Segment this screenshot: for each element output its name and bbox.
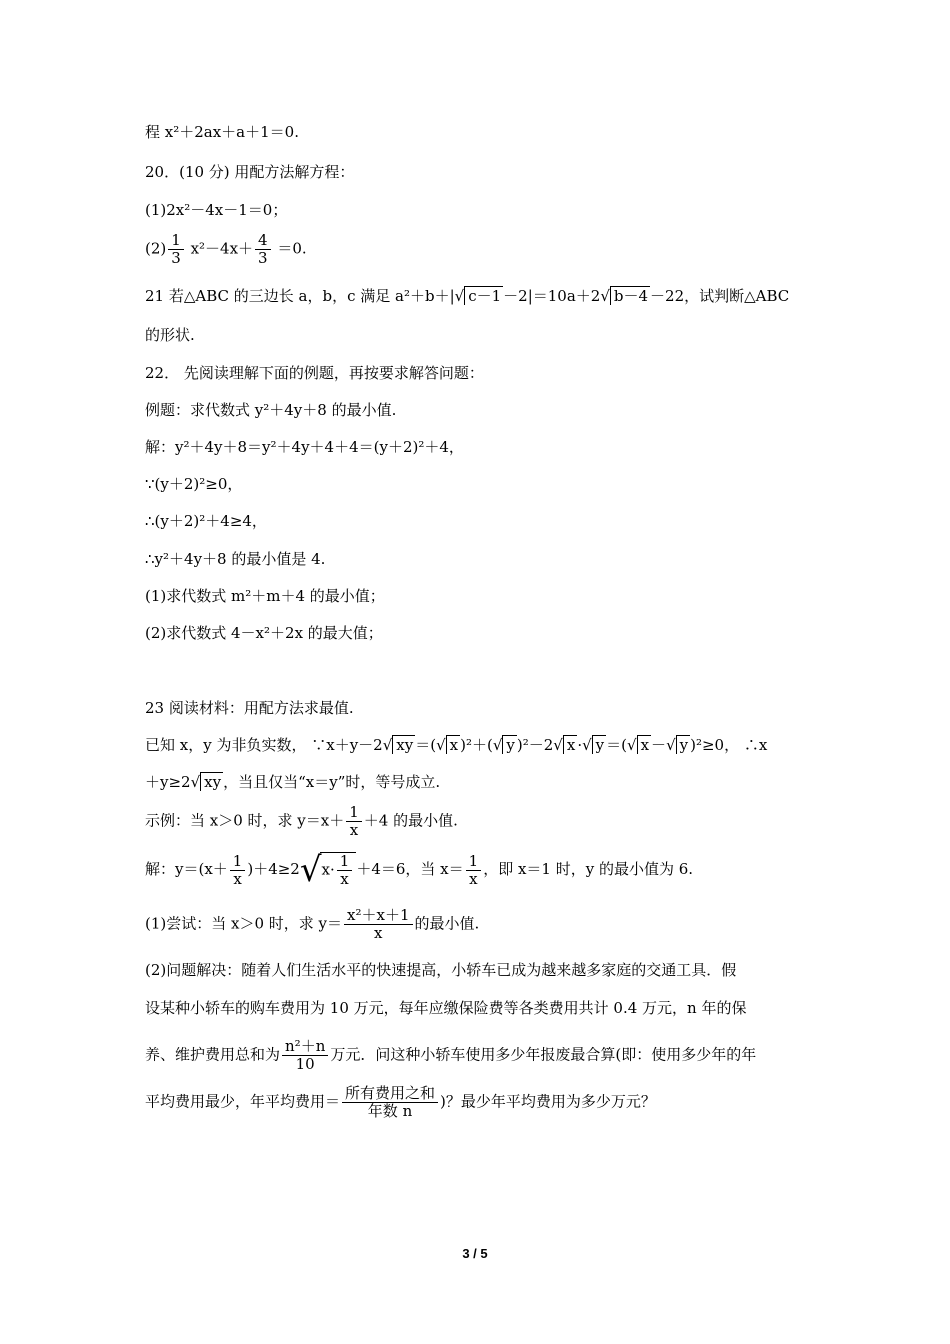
- question-23-part-2: (2)问题解决：随着人们生活水平的快速提高，小轿车已成为越来越多家庭的交通工具．假: [145, 961, 737, 979]
- question-20-heading: 20．(10 分) 用配方法解方程：: [145, 163, 355, 181]
- question-22-part-1: (1)求代数式 m²＋m＋4 的最小值；: [145, 587, 385, 605]
- question-23-example-solution: 解：y＝(x＋ $\frac{1}{x}$ )＋4≥2√x· $\frac{1}{x}$ ＋4＝6，当 x＝ $\frac{1}{x}$ ，即 x＝1 时，y 的最小值为 6.: [145, 850, 694, 890]
- fraction: $\frac{1}{3}$: [168, 232, 184, 267]
- question-22-step: ∵(y＋2)²≥0，: [145, 475, 243, 493]
- fraction: $\frac{1}{x}$: [466, 853, 482, 888]
- fraction: $\frac{\text{x²＋x＋1}}{x}$: [344, 907, 412, 942]
- fraction: $\frac{1}{x}$: [230, 853, 246, 888]
- question-20-part-2: (2) $\frac{1}{3}$ x²－4x＋ $\frac{4}{3}$ ＝0.: [145, 231, 307, 267]
- question-23-part-2-cont: 设某种小轿车的购车费用为 10 万元，每年应缴保险费等各类费用共计 0.4 万元，n 年的保: [145, 999, 747, 1017]
- fraction: $\frac{1}{x}$: [346, 804, 362, 839]
- question-23-heading: 23 阅读材料：用配方法求最值.: [145, 699, 354, 717]
- question-22-part-2: (2)求代数式 4－x²＋2x 的最大值；: [145, 624, 383, 642]
- question-21: 21 若△ABC 的三边长 a，b，c 满足 a²＋b＋|√ c－1 －2|＝10a＋2√ b－4 －22，试判断△ABC: [145, 287, 790, 305]
- question-22-step: ∴(y＋2)²＋4≥4，: [145, 512, 267, 530]
- question-23-part-2-cont: 养、维护费用总和为 $\frac{\text{n²＋n}}{10}$ 万元．问这种小轿车使用多少年报废最合算(即：使用多少年的年: [145, 1037, 757, 1073]
- fraction: $\frac{\text{所有费用之和}}{\text{年数 n}}$: [342, 1085, 438, 1120]
- question-23-part-2-cont: 平均费用最少，年平均费用＝ $\frac{\text{所有费用之和}}{\text{年数 n}}$ )？最少年平均费用为多少万元？: [145, 1084, 656, 1120]
- question-22-example: 例题：求代数式 y²＋4y＋8 的最小值.: [145, 401, 397, 419]
- fraction: $\frac{1}{x}$: [337, 853, 353, 888]
- page-number: 3 / 5: [462, 1246, 488, 1261]
- fraction: $\frac{4}{3}$: [255, 232, 271, 267]
- question-23-part-1: (1)尝试：当 x＞0 时，求 y＝ $\frac{\text{x²＋x＋1}}{x}$ 的最小值.: [145, 906, 480, 942]
- fraction: $\frac{\text{n²＋n}}{10}$: [282, 1038, 328, 1073]
- question-23-example: 示例：当 x＞0 时，求 y＝x＋ $\frac{1}{x}$ ＋4 的最小值.: [145, 803, 458, 839]
- question-23-material: 已知 x，y 为非负实数， ∵x＋y－2√ xy ＝(√ x )²＋(√ y )²－2√ x ·√ y ＝(√ x －√ y )²≥0， ∴x: [145, 736, 768, 754]
- text-line: 程 x²＋2ax＋a＋1＝0.: [145, 123, 299, 141]
- question-22-step: ∴y²＋4y＋8 的最小值是 4.: [145, 550, 326, 568]
- question-22-solution: 解：y²＋4y＋8＝y²＋4y＋4＋4＝(y＋2)²＋4，: [145, 438, 464, 456]
- radical-sign: √: [299, 850, 322, 890]
- question-23-material-cont: ＋y≥2√ xy ，当且仅当“x＝y”时，等号成立.: [145, 773, 441, 791]
- question-20-part-1: (1)2x²－4x－1＝0；: [145, 201, 288, 219]
- question-21-cont: 的形状.: [145, 326, 195, 344]
- question-22-heading: 22． 先阅读理解下面的例题，再按要求解答问题：: [145, 364, 484, 382]
